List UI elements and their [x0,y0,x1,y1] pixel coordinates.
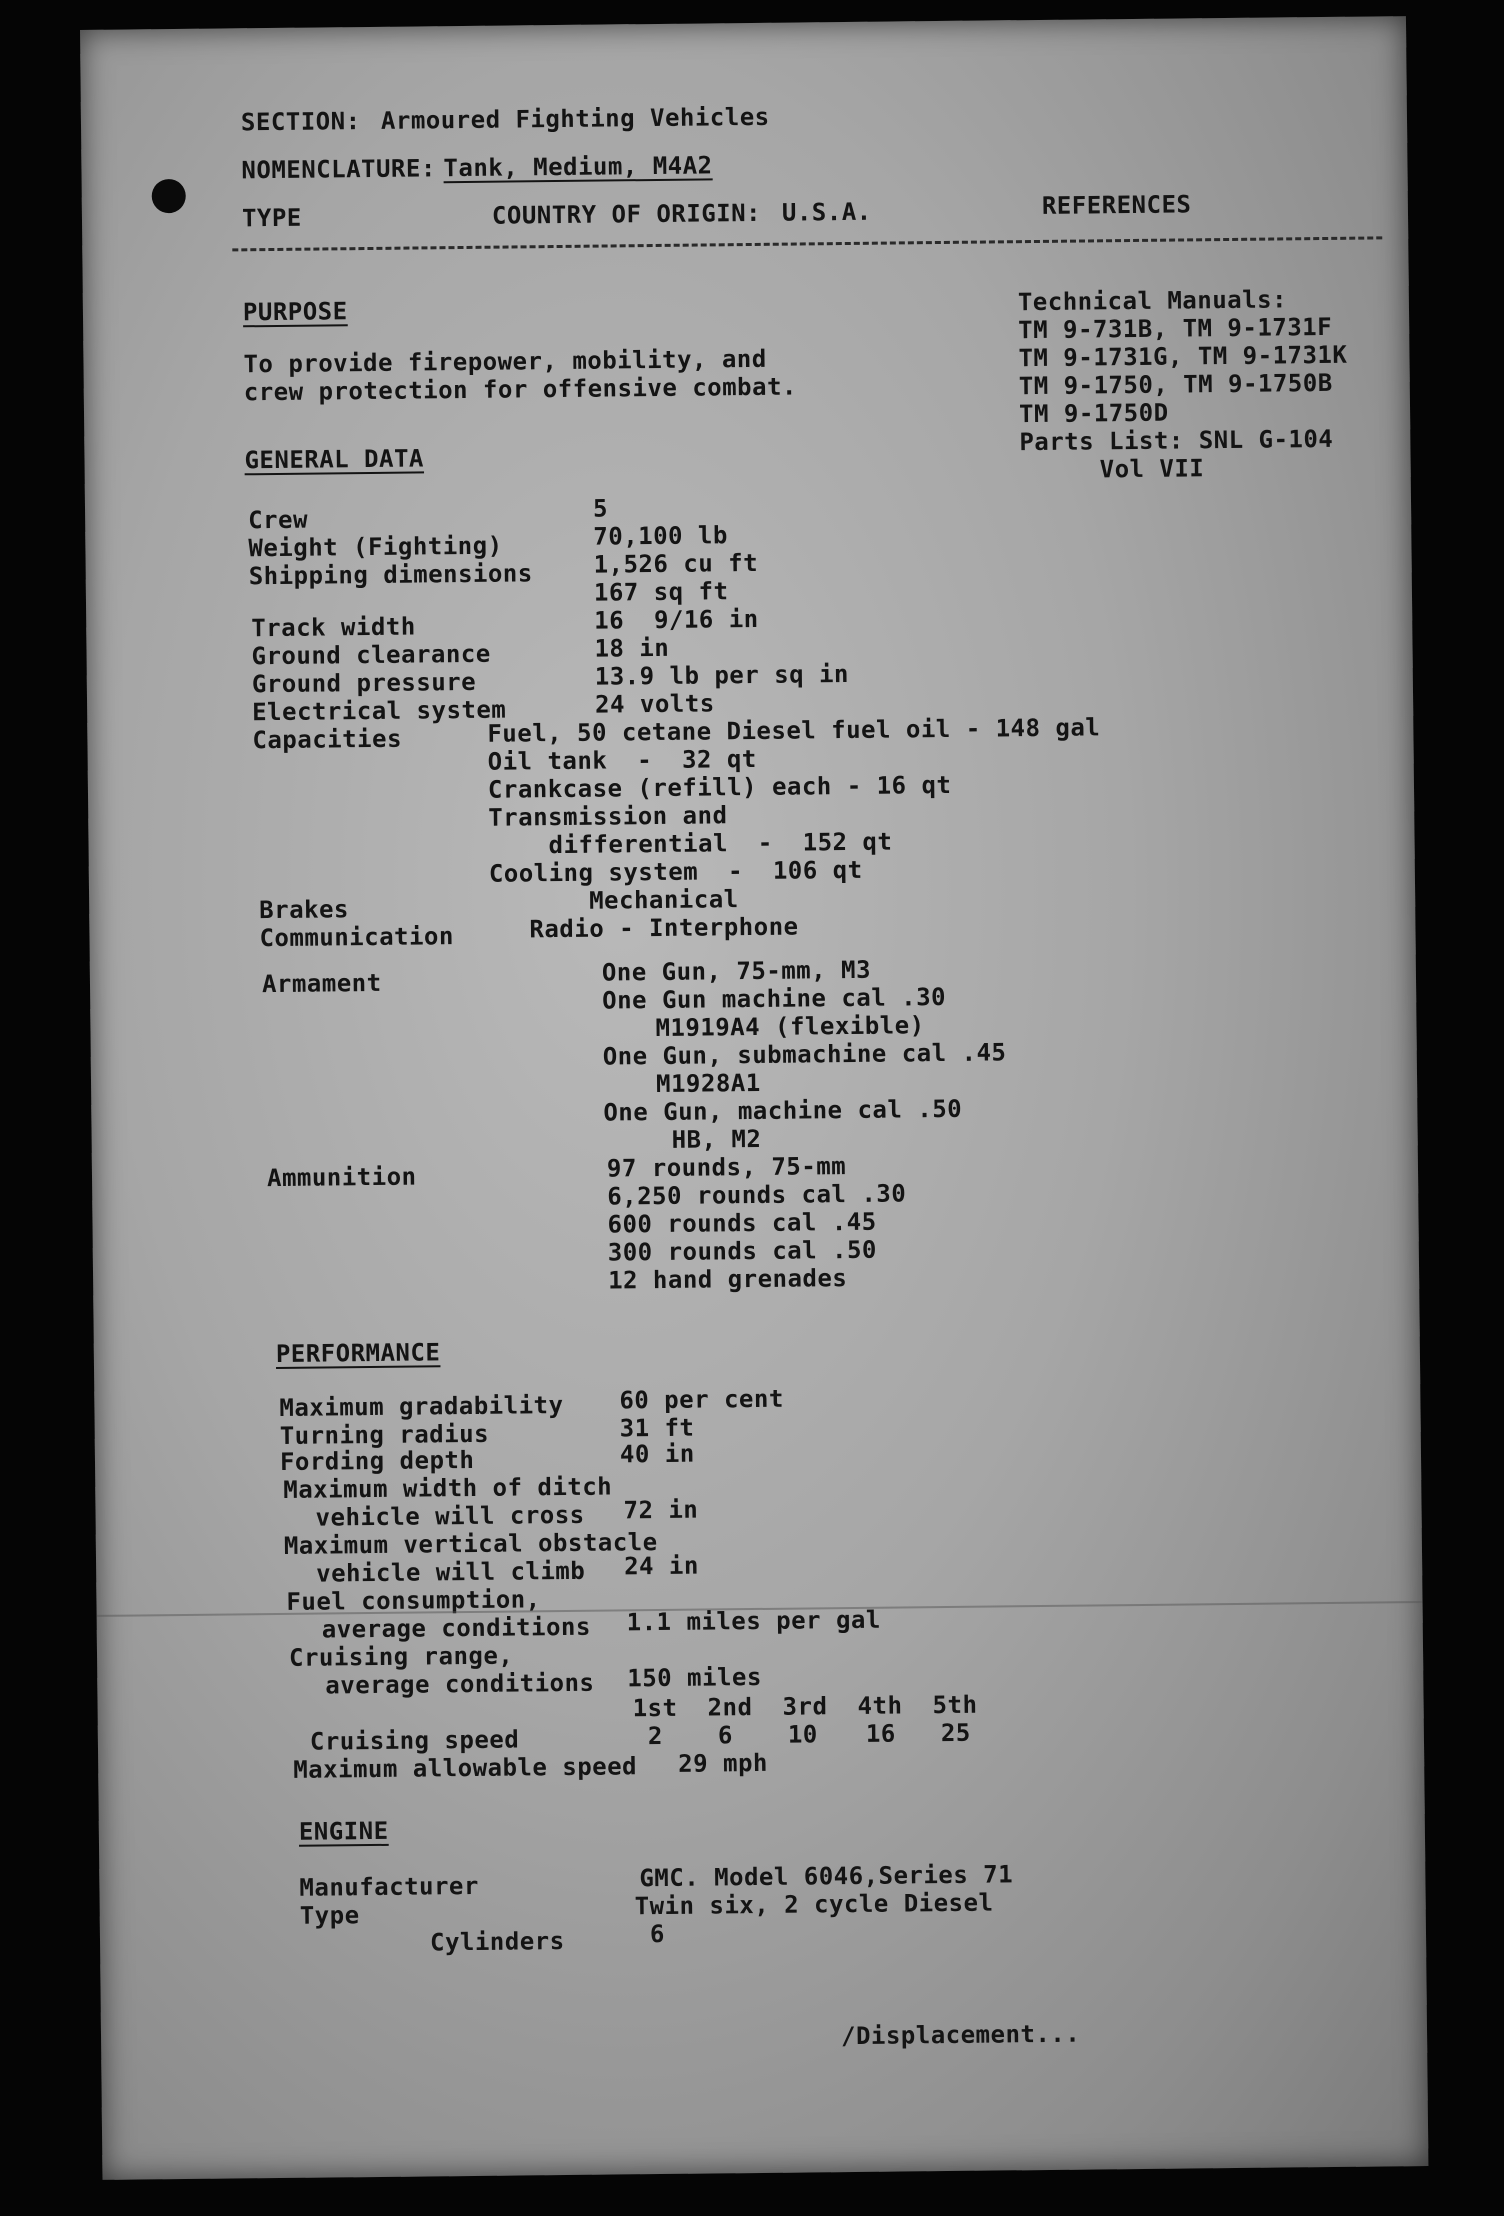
communication-value: Radio - Interphone [529,912,799,944]
ammunition-line: 12 hand grenades [607,1264,848,1295]
speed-value: 2 [647,1721,663,1751]
track-value: 16 9/16 in [594,604,759,635]
turning-value: 31 ft [619,1413,695,1443]
ammunition-line: 600 rounds cal .45 [607,1207,877,1239]
crew-value: 5 [592,494,609,523]
engine-heading: ENGINE [298,1816,389,1846]
country-value: U.S.A. [781,197,872,227]
cylinders-value: 6 [649,1919,666,1949]
cruising-speed-label: Cruising speed [309,1725,520,1756]
turning-label: Turning radius [279,1419,490,1450]
country-label: COUNTRY OF ORIGIN: [491,198,762,230]
purpose-line: To provide firepower, mobility, and [243,344,767,379]
clearance-value: 18 in [594,633,670,663]
weight-value: 70,100 lb [593,521,729,551]
pressure-value: 13.9 lb per sq in [594,659,850,691]
fording-label: Fording depth [279,1445,475,1476]
range-value: 150 miles [627,1662,762,1693]
general-heading: GENERAL DATA [244,444,425,475]
speed-value: 25 [940,1718,971,1748]
purpose-heading: PURPOSE [242,297,348,327]
fuel-label: Fuel consumption, [286,1585,541,1616]
capacity-line: differential - 152 qt [548,827,893,860]
gear-label: 3rd [782,1692,828,1721]
armament-line: One Gun, submachine cal .45 [602,1038,1007,1071]
armament-line: One Gun machine cal .30 [602,982,947,1015]
nomenclature-label: NOMENCLATURE: [241,154,436,185]
reference-line: Vol VII [1099,454,1205,484]
purpose-line: crew protection for offensive combat. [243,372,798,407]
ammunition-line: 300 rounds cal .50 [607,1235,878,1267]
punch-hole [152,179,186,213]
fuel-value: 1.1 miles per gal [626,1605,881,1637]
gear-label: 1st [632,1693,678,1723]
capacities-label: Capacities [252,724,403,755]
armament-line: One Gun, 75-mm, M3 [601,955,872,987]
obstacle-label: vehicle will climb [316,1556,586,1588]
electrical-label: Electrical system [252,695,507,727]
reference-line: TM 9-1750, TM 9-1750B [1018,368,1333,401]
speed-value: 16 [865,1719,896,1748]
reference-line: TM 9-1731G, TM 9-1731K [1018,340,1348,373]
reference-line: TM 9-1750D [1018,398,1169,429]
max-speed-label: Maximum allowable speed [293,1752,638,1784]
cylinders-label: Cylinders [429,1927,565,1957]
capacity-line: Cooling system - 106 qt [488,855,863,888]
continued-note: /Displacement... [840,2019,1081,2051]
speed-value: 10 [787,1720,818,1749]
armament-line: M1928A1 [655,1068,761,1099]
ammunition-label: Ammunition [266,1162,417,1193]
clearance-label: Ground clearance [251,639,491,671]
ditch-label: vehicle will cross [315,1500,585,1532]
gradability-label: Maximum gradability [279,1391,564,1422]
armament-label: Armament [261,968,382,999]
fuel-label: average conditions [321,1612,591,1644]
capacity-line: Fuel, 50 cetane Diesel fuel oil - 148 gal [487,713,1101,748]
obstacle-label: Maximum vertical obstacle [283,1528,658,1560]
max-speed-value: 29 mph [678,1748,769,1778]
track-label: Track width [251,612,416,643]
capacity-line: Transmission and [488,801,728,832]
manufacturer-label: Manufacturer [299,1871,479,1902]
nomenclature-value: Tank, Medium, M4A2 [443,151,713,183]
reference-line: Parts List: SNL G-104 [1019,424,1334,457]
range-label: Cruising range, [288,1641,514,1672]
type-label: TYPE [241,203,302,233]
gear-label: 4th [857,1691,903,1720]
ditch-label: Maximum width of ditch [283,1472,613,1504]
brakes-label: Brakes [259,895,350,925]
communication-label: Communication [259,922,454,953]
gear-label: 2nd [707,1693,753,1722]
ammunition-line: 6,250 rounds cal .30 [607,1179,907,1211]
section-label: SECTION: [240,107,361,137]
capacity-line: Crankcase (refill) each - 16 qt [487,770,952,804]
performance-heading: PERFORMANCE [275,1338,441,1369]
obstacle-value: 24 in [623,1551,700,1581]
type-label: Type [299,1901,360,1930]
range-label: average conditions [325,1668,595,1700]
section-value: Armoured Fighting Vehicles [380,102,770,135]
type-value: Twin six, 2 cycle Diesel [634,1888,994,1921]
speed-value: 6 [717,1721,733,1750]
document-page [80,16,1428,2180]
pressure-label: Ground pressure [251,667,477,699]
manufacturer-value: GMC. Model 6046,Series 71 [639,1860,1014,1893]
reference-line: Technical Manuals: [1017,285,1288,317]
shipping-value: 1,526 cu ft [593,548,759,579]
gradability-value: 60 per cent [619,1384,784,1415]
armament-line: HB, M2 [671,1124,762,1154]
crew-label: Crew [247,505,309,535]
references-label: REFERENCES [1041,190,1192,220]
ammunition-line: 97 rounds, 75-mm [606,1152,847,1183]
armament-line: M1919A4 (flexible) [655,1011,925,1043]
header-divider [232,236,1382,251]
capacity-line: Oil tank - 32 qt [487,744,757,776]
fording-value: 40 in [619,1439,695,1469]
shipping-value: 167 sq ft [593,577,729,607]
weight-label: Weight (Fighting) [248,531,503,563]
gear-label: 5th [932,1690,978,1720]
ditch-value: 72 in [623,1495,699,1525]
electrical-value: 24 volts [594,689,715,719]
shipping-label: Shipping dimensions [248,559,533,591]
reference-line: TM 9-731B, TM 9-1731F [1018,312,1333,345]
brakes-value: Mechanical [588,885,739,915]
armament-line: One Gun, machine cal .50 [603,1094,963,1127]
